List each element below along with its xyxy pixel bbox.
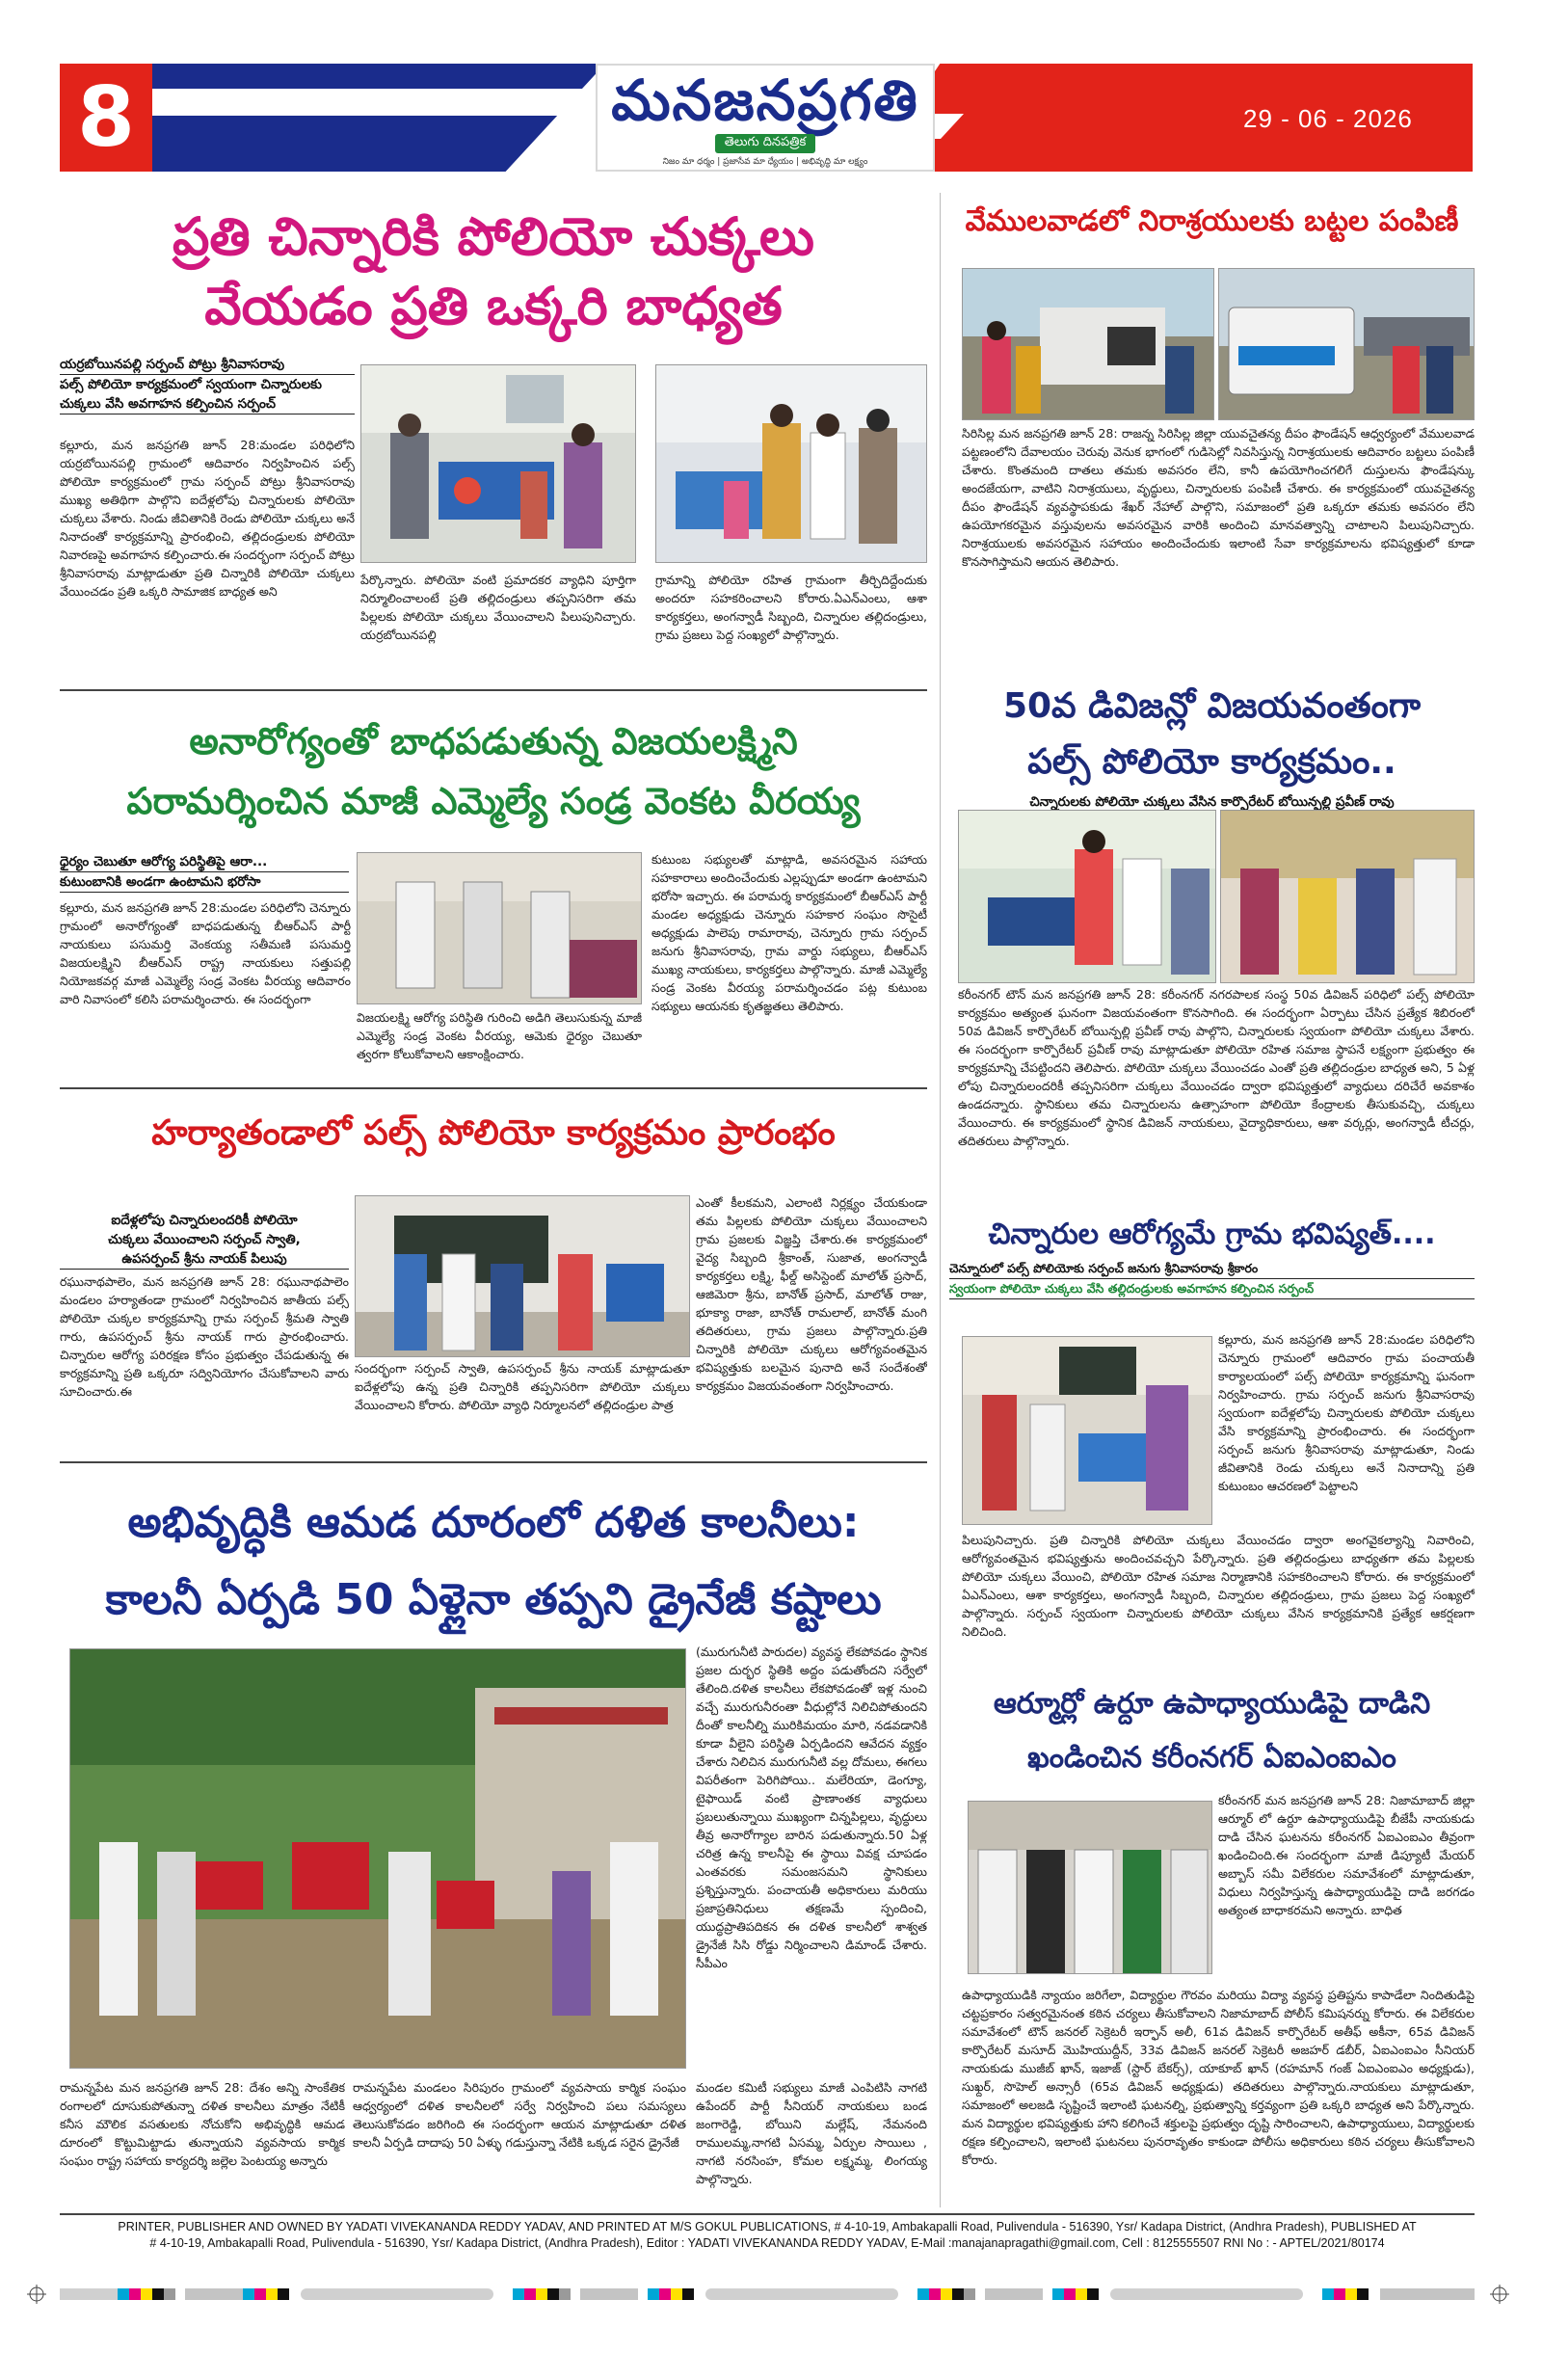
story6-sub1: చెన్నూరులో పల్స్ పోలియోకు సర్పంచ్ జనుగు శ్రీనివాసరావు శ్రీకారం [949,1259,1475,1279]
story7-photo [69,1648,686,2069]
story2-headline: వేములవాడలో నిరాశ్రయులకు బట్టల పంపిణీ [965,204,1459,238]
story8-headline-line1: ఆర్మూర్లో ఉర్దూ ఉపాధ్యాయుడిపై దాడిని [993,1687,1431,1721]
story3-sub: చిన్నారులకు పోలియో చుక్కలు వేసిన కార్పొరేటర్ బోయిన్పల్లి ప్రవీణ్ రావు [1029,794,1395,810]
story4-sub1: ధైర్యం చెబుతూ ఆరోగ్య పరిస్థితిపై ఆరా... [60,852,349,872]
story8-photo [968,1801,1212,1974]
imprint [60,2219,1475,2252]
story5-sub1: ఐదేళ్లలోపు చిన్నారులందరికీ పోలియో [111,1213,298,1228]
story7-headline [60,1484,927,1639]
story7-body-col2: రామన్నపేట మండలం సిరిపురం గ్రామంలో వ్యవసాయ కార్మిక సంఘం ఆధ్వర్యంలో దళిత కాలనీలలో సర్వే నిర్వహించి పలు సమస్యలు తెలుసుకోవడం జరిగింది ఈ సందర్భంగా ఆయన మాట్లాడుతూ దళిత కాలనీ ఏర్పడి దాదాపు 50 ఏళ్ళు గడుస్తున్నా నేటికి ఒక్కడ సరైన డ్రైనేజీ [353,2080,686,2150]
story5-body-col2: సందర్భంగా సర్పంచ్ స్వాతి, ఉపసర్పంచ్ శ్రీను నాయక్ మాట్లాడుతూ ఐదేళ్లలోపు ఉన్న ప్రతి చిన్నారికి తప్పనిసరిగా పోలియో చుక్కలు వేయించాలని కోరారు. పోలియో వ్యాధి నిర్మూలనలో తల్లిదండ్రుల పాత్ర [355,1361,690,1412]
divider-1 [60,689,927,691]
story6-headline: చిన్నారుల ఆరోగ్యమే గ్రామ భవిష్యత్.... [988,1217,1436,1251]
story4-body-col1: కల్లూరు, మన జనప్రగతి జూన్ 28:మండల పరిధిలోని చెన్నూరు గ్రామంలో అనారోగ్యంతో బాధపడుతున్న బీఆర్ఎస్ పార్టీ నాయకులు పసుమర్తి వెంకయ్య సతీమణి పసుమర్తి విజయలక్ష్మిని బీఆర్ఎస్ రాష్ట్ర నాయకులు సత్తుపల్లి నియోజకవర్గ మాజీ ఎమ్మెల్యే సండ్ర వెంకట వీరయ్య ఆదివారం వారి నివాసంలో కలిసి పరామర్శించారు. ఈ సందర్భంగా [60,900,351,1006]
story8-body-side: కరీంనగర్ మన జనప్రగతి జూన్ 28: నిజామాబాద్ జిల్లా ఆర్మూర్ లో ఉర్దూ ఉపాధ్యాయుడిపై బీజేపీ నాయకుడు దాడి చేసిన ఘటనను కరీంనగర్ ఏఐఎంఐఎం తీవ్రంగా ఖండించింది.ఈ సందర్భంగా మాజీ డిప్యూటీ మేయర్ అబ్బాస్ సమీ విలేకరుల సమావేశంలో మాట్లాడుతూ, విధులు నిర్వహిస్తున్న ఉపాధ్యాయుడిపై దాడి జరగడం అత్యంత బాధాకరమని అన్నారు. బాధిత [1218,1793,1475,1917]
story5-subheads [60,1211,349,1270]
story7-body-col1: రామన్నపేట మన జనప్రగతి జూన్ 28: దేశం అన్ని సాంకేతిక రంగాలలో దూసుకుపోతున్నా దళిత కాలనీలు మాత్రం నేటికీ కనీస మౌలిక వసతులకు నోచుకోని అభివృద్ధికి ఆమడ దూరంలో కొట్టుమిట్టాడు తున్నాయని వ్యవసాయ కార్మిక సంఘం రాష్ట్ర సహాయ కార్యదర్శి జల్లెల పెంటయ్య అన్నారు [60,2080,345,2168]
story3-headline-line1: 50వ డివిజన్లో విజయవంతంగా [1002,686,1422,726]
story4-body-col3: కుటుంబ సభ్యులతో మాట్లాడి, అవసరమైన సహాయ సహకారాలు అందించేందుకు ఎల్లప్పుడూ అండగా ఉంటామని భరోసా ఇచ్చారు. ఈ పరామర్శ కార్యక్రమంలో బీఆర్ఎస్ పార్టీ మండల అధ్యక్షుడు చెన్నూరు సహకార సంఘం సొసైటీ అధ్యక్షుడు పాలెపు రామారావు, చెన్నూరు గ్రామ సర్పంచ్ జనుగు శ్రీనివాసరావు, గ్రామ వార్డు సభ్యులు, బీఆర్ఎస్ ముఖ్య నాయకులు, కార్యకర్తలు పాల్గొన్నారు. మాజీ ఎమ్మెల్యే సండ్ర వెంకట వీరయ్య పరామర్శించడం పట్ల కుటుంబ సభ్యులు ఆయనకు కృతజ్ఞతలు తెలిపారు. [651,852,927,1013]
story6-sub2: స్వయంగా పోలియో చుక్కలు వేసి తల్లిదండ్రులకు అవగాహన కల్పించిన సర్పంచ్ [949,1279,1475,1299]
story1-sub1: యర్రబోయినపల్లి సర్పంచ్ పోట్రు శ్రీనివాసరావు [60,355,355,375]
story4-photo [357,852,642,1004]
story1-photo-right [655,364,927,563]
story1-photo-left [360,364,636,563]
story6-photo [962,1336,1212,1525]
story4-sub2: కుటుంబానికి అండగా ఉంటామని భరోసా [60,872,349,893]
story1-body-col2: పేర్కొన్నారు. పోలియో వంటి ప్రమాదకర వ్యాధిని పూర్తిగా నిర్మూలించాలంటే ప్రతి తల్లిదండ్రులు తప్పనిసరిగా తమ పిల్లలకు పోలియో చుక్కలు వేయించాలని పిలుపునిచ్చారు. యర్రబోయినపల్లి [360,573,636,642]
story6-body-side: కల్లూరు, మన జనప్రగతి జూన్ 28:మండల పరిధిలోని చెన్నూరు గ్రామంలో ఆదివారం గ్రామ పంచాయతీ కార్యాలయంలో పల్స్ పోలియో కార్యక్రమాన్ని ఘనంగా నిర్వహించారు. గ్రామ సర్పంచ్ జనుగు శ్రీనివాసరావు స్వయంగా ఐదేళ్లలోపు చిన్నారులకు పోలియో చుక్కలు వేసి కార్యక్రమాన్ని ప్రారంభించారు. ఈ సందర్భంగా సర్పంచ్ జనుగు శ్రీనివాసరావు మాట్లాడుతూ, నిండు జీవితానికి రెండు చుక్కలు అనే నినాదాన్ని ప్రతి కుటుంబం ఆచరణలో పెట్టాలని [1218,1332,1475,1493]
page-number: 8 [77,69,135,166]
newspaper-tagline: నిజం మా ధర్మం | ప్రజాసేవ మా ధ్యేయం | అభివృద్ధి మా లక్ష్యం [662,157,868,167]
story1-headline-line2: వేయడం ప్రతి ఒక్కరి బాధ్యత [204,276,783,336]
story8-headline [949,1677,1475,1785]
story2-photo-left [962,268,1214,420]
footer-rule [60,2213,1475,2215]
story5-body-col1: రఘునాథపాలెం, మన జనప్రగతి జూన్ 28: రఘునాథపాలెం మండలం హర్యాతండా గ్రామంలో నిర్వహించిన జాతీయ పల్స్ పోలియో చుక్కల కార్యక్రమాన్ని గ్రామ సర్పంచ్ శ్రీమతి స్వాతి గారు, ఉపసర్పంచ్ శ్రీను నాయక్ గారు ప్రారంభించారు. చిన్నారుల ఆరోగ్య పరిరక్షణ కోసం ప్రభుత్వం చేపడుతున్న ఈ కార్యక్రమాన్ని ప్రతి ఒక్కరూ సద్వినియోగం చేసుకోవాలని వారు సూచించారు.ఈ [60,1274,349,1399]
newspaper-title: మనజనప్రగతి [611,67,919,133]
newspaper-logo [596,64,935,172]
story3-photo-left [958,810,1216,983]
story3-headline [949,679,1475,790]
story5-photo [355,1195,690,1357]
story5-headline: హర్యాతండాలో పల్స్ పోలియో కార్యక్రమం ప్రారంభం [151,1113,836,1153]
story2-body: సిరిసిల్ల మన జనప్రగతి జూన్ 28: రాజన్న సిరిసిల్ల జిల్లా యువచైతన్య దీపం ఫౌండేషన్ ఆధ్వర్యంలో వేములవాడ పట్టణంలోని దేవాలయం చెరువు వెనుక భాగంలో గుడిసెల్లో నివసిస్తున్న నిరాశ్రయులకు ఆదివారం బట్టలు పంపిణీ చేశారు. కొంతమంది దాతలు తమకు అవసరం లేని, కానీ ఉపయోగించగలిగే దుస్తులను ఫౌండేషన్కు అందజేయగా, వాటిని నిరాశ్రయులు, వృద్ధులు, చిన్నారులకు పంపిణీ చేశారు. ఈ కార్యక్రమంలో యువచైతన్య దీపం ఫౌండేషన్ వ్యవస్థాపకుడు శేఖర్ నేహాల్ పాల్గొని, సమాజంలో ప్రతి ఒక్కరూ తమకు అవసరం లేని ఉపయోగకరమైన వస్తువులను అవసరమైన వారికి అందించి మానవత్వాన్ని చాటాలని పిలుపునిచ్చారు. నిరాశ్రయులకు అవసరమైన సహాయం అందించేందుకు ఇలాంటి సేవా కార్యక్రమాలను భవిష్యత్తులో కూడా కొనసాగిస్తామని ఆయన తెలిపారు. [962,426,1475,569]
story7-headline-line2: కాలనీ ఏర్పడి 50 ఏళ్లైనా తప్పని డ్రైనేజీ కష్టాలు [105,1575,882,1624]
story4-subheads [60,852,349,893]
story1-headline-line1: ప్రతి చిన్నారికి పోలియో చుక్కలు [173,206,814,267]
story1-body-col3: గ్రామాన్ని పోలియో రహిత గ్రామంగా తీర్చిదిద్దేందుకు అందరూ సహకరించాలని కోరారు.ఏఎన్ఎంలు, ఆశా కార్యకర్తలు, అంగన్వాడీ సిబ్బంది, చిన్నారుల తల్లిదండ్రులు, గ్రామ ప్రజలు పెద్ద సంఖ్యలో పాల్గొన్నారు. [655,573,927,642]
story8-headline-line2: ఖండించిన కరీంనగర్ ఏఐఎంఐఎం [1027,1741,1396,1775]
story7-body-right: (మురుగునీటి పారుదల) వ్యవస్థ లేకపోవడం స్థానిక ప్రజల దుర్భర స్థితికి అద్దం పడుతోందని సర్వేలో తేలింది.దళిత కాలనీలు లేకపోవడంతో ఇళ్ల నుంచి వచ్చే మురుగునీరంతా వీధుల్లోనే నిలిచిపోతుందని దీంతో కాలనీల్ని మురికిమయం మారి, నడవడానికి కూడా వీలైని పరిస్థితి ఏర్పడిందని ఆవేదన వ్యక్తం చేశారు నిలిచిన మురుగునీటి వల్ల దోమలు, ఈగలు విపరీతంగా పెరిగిపోయి.. మలేరియా, డెంగ్యూ, టైఫాయిడ్ వంటి ప్రాణాంతక వ్యాధులు ప్రబలుతున్నాయి ముఖ్యంగా చిన్నపిల్లలు, వృద్ధులు తీవ్ర అనారోగ్యాల బారిన పడుతున్నారు.50 ఏళ్ల చరిత్ర ఉన్న కాలనీపై ఈ స్థాయి వివక్ష చూపడం ఎంతవరకు సమంజసమని స్థానికులు ప్రశ్నిస్తున్నారు. పంచాయతీ అధికారులు మరియు ప్రజాప్రతినిధులు తక్షణమే స్పందించి, యుద్ధప్రాతిపదికన ఈ దళిత కాలనీలో శాశ్వత డ్రైనేజీ సిసి రోడ్డు నిర్మించాలని డిమాండ్ చేశారు. సీపీఎం [696,1645,927,1970]
story2-photo-right [1218,268,1475,420]
story7-body-col3: మండల కమిటీ సభ్యులు మాజీ ఎంపిటిసి నాగటి ఉపేందర్ పార్టీ సీనియర్ నాయకులు బండ జంగారెడ్డి, బోయిని మల్లేష్, నేమనంది రాములమ్మ,నాగటి ఏసమ్మ, ఏర్పుల సాయిలు , నాగటి నరసింహ, కోమల లక్ష్మమ్మ, లింగయ్య పాల్గొన్నారు. [696,2080,927,2186]
imprint-line1: PRINTER, PUBLISHER AND OWNED BY YADATI VIVEKANANDA REDDY YADAV, AND PRINTED AT M/S GOKUL PUBLICATIONS, # 4-10-19, Ambakapalli Road, Pulivendula - 516390, Ysr/ Kadapa District, (Andhra Pradesh), PUBLISHED AT [118,2220,1417,2233]
story1-sub2: పల్స్ పోలియో కార్యక్రమంలో స్వయంగా చిన్నారులకు చుక్కలు వేసి అవగాహన కల్పించిన సర్పంచ్ [60,375,355,414]
story6-subheads [949,1259,1475,1299]
registration-mark-left [27,2285,46,2304]
story3-photo-right [1220,810,1475,983]
story1-headline [60,202,927,341]
divider-3 [60,1461,927,1463]
story3-body: కరీంనగర్ టౌన్ మన జనప్రగతి జూన్ 28: కరీంనగర్ నగరపాలక సంస్థ 50వ డివిజన్ పరిధిలో పల్స్ పోలియో కార్యక్రమం అత్యంత ఘనంగా విజయవంతంగా కొనసాగింది. ఈ సందర్భంగా ఏర్పాటు చేసిన ప్రత్యేక శిబిరంలో 50వ డివిజన్ కార్పొరేటర్ బోయిన్పల్లి ప్రవీణ్ రావు పాల్గొని, చిన్నారులకు స్వయంగా పోలియో చుక్కలు వేశారు. ఈ సందర్భంగా కార్పొరేటర్ ప్రవీణ్ రావు మాట్లాడుతూ పోలియో రహిత సమాజ స్థాపనే లక్ష్యంగా ప్రభుత్వం ఈ కార్యక్రమాన్ని చేపట్టిందని తెలిపారు. పోలియో చుక్కలు వేయించడం ఎంతో ప్రతి తల్లిదండ్రుల బాధ్యత అని, 5 ఏళ్ల లోపు చిన్నారులందరికీ తప్పనిసరిగా చుక్కలు వేయించడం ద్వారా భవిష్యత్తులో వ్యాధులు దరిచేరే అవకాశం ఉండదన్నారు. స్థానికులు తమ చిన్నారులను ఉత్సాహంగా పోలియో కేంద్రాలకు తీసుకువచ్చి, చుక్కలు వేయించారు. ఈ కార్యక్రమంలో స్థానిక డివిజన్ నాయకులు, వైద్యాధికారులు, ఆశా వర్కర్లు, అంగన్వాడీ టీచర్లు, తదితరులు పాల్గొన్నారు. [958,987,1475,1148]
story3-headline-line2: పల్స్ పోలియో కార్యక్రమం.. [1027,742,1396,782]
story1-subheads [60,355,355,414]
story6-body-full: పిలుపునిచ్చారు. ప్రతి చిన్నారికి పోలియో చుక్కలు వేయించడం ద్వారా అంగవైకల్యాన్ని నివారించి, ఆరోగ్యవంతమైన భవిష్యత్తును అందించవచ్చని పేర్కొన్నారు. ప్రతి తల్లిదండ్రులు బాధ్యతగా తమ పిల్లలకు పోలియో చుక్కలు వేయించి, పోలియో రహిత సమాజ నిర్మాణానికి సహకరించాలని కోరారు. ఈ కార్యక్రమంలో ఏఎన్ఎంలు, ఆశా కార్యకర్తలు, అంగన్వాడీ సిబ్బంది, చిన్నారుల తల్లిదండ్రులు, గ్రామ ప్రజలు పెద్ద సంఖ్యలో పాల్గొన్నారు. సర్పంచ్ స్వయంగా చిన్నారులకు పోలియో చుక్కలు వేసిన కార్యక్రమానికి ప్రత్యేక ఆకర్షణగా నిలిచింది. [962,1533,1475,1639]
story4-headline-line1: అనారోగ్యంతో బాధపడుతున్న విజయలక్ష్మిని [189,720,798,762]
story8-body-full: ఉపాధ్యాయుడికి న్యాయం జరిగేలా, విద్యార్థుల గౌరవం మరియు విద్యా వ్యవస్థ ప్రతిష్టను కాపాడేలా నిందితుడిపై చట్టప్రకారం సత్వరమైనంత కఠిన చర్యలు తీసుకోవాలని నిజామాబాద్ పోలీస్ కమిషనర్ను కోరారు. ఈ విలేకరుల సమావేశంలో టౌన్ జనరల్ సెక్రెటరీ ఇర్ఫాన్ అలీ, 61వ డివిజన్ కార్పొరేటర్ అతీఫ్ అకీనా, 65వ డివిజన్ కార్పొరేటర్ మసూద్ మొహియుద్దీన్, 33వ డివిజన్ జనరల్ సెక్రెటరీ అజహర్ డబీర్, ఏఐఎంఐఎం సీనియర్ నాయకుడు ముజీబ్ ఖాన్, ఇజాజ్ (స్టార్ బేకర్స్), యాకూబ్ ఖాన్ (రహమాన్ గంజ్ ఏఐఎంఐఎం అధ్యక్షుడు), సుఖ్దర్, సొహెల్ అన్సారీ (65వ డివిజన్ అధ్యక్షుడు) తదితరులు పాల్గొన్నారు.నాయకులు మాట్లాడుతూ, సమాజంలో అలజడి సృష్టించే ఇలాంటి ఘటనల్ని, ప్రభుత్వాన్ని కర్తవ్యంగా ప్రతి ఒక్కరి బాధ్యత అని పేర్కొన్నారు. మన విద్యార్థుల భవిష్యత్తుకు హాని కలిగించే శక్తులపై ప్రభుత్వం దృష్టి సారించాలని, ఉపాధ్యాయులు, విద్యార్థులకు రక్షణ కల్పించాలని, ఇలాంటి ఘటనలు పునరావృతం కాకుండా పోలీసు అధికారులు కఠిన చర్యలు తీసుకోవాలని కోరారు. [962,1988,1475,2167]
registration-mark-right [1490,2285,1509,2304]
newspaper-subtitle: తెలుగు దినపత్రిక [715,134,816,153]
story4-headline-line2: పరామర్శించిన మాజీ ఎమ్మెల్యే సండ్ర వెంకట వీరయ్య [126,780,861,822]
story7-headline-line1: అభివృద్ధికి ఆమడ దూరంలో దళిత కాలనీలు: [127,1498,860,1547]
story1-body-col1: కల్లూరు, మన జనప్రగతి జూన్ 28:మండల పరిధిలోని యర్రబోయినపల్లి గ్రామంలో ఆదివారం నిర్వహించిన పల్స్ పోలియో కార్యక్రమంలో గ్రామ సర్పంచ్ పోట్రు శ్రీనివాసరావు ముఖ్య అతిథిగా పాల్గొని ఐదేళ్లలోపు చిన్నారులకు పోలియో చుక్కలు వేశారు. నిండు జీవితానికి రెండు పోలియో చుక్కలు అనే నినాదంతో కార్యక్రమాన్ని ప్రారంభించి, తల్లిదండ్రులకు పోలియో నివారణపై అవగాహన కల్పించారు.ఈ సందర్భంగా సర్పంచ్ పోట్రు శ్రీనివాసరావు మాట్లాడుతూ ప్రతి చిన్నారికి పోలియో చుక్కలు వేయించడం ప్రతి ఒక్కరి సామాజిక బాధ్యత అని [60,438,355,599]
imprint-line2: # 4-10-19, Ambakapalli Road, Pulivendula - 516390, Ysr/ Kadapa District, (Andhra Pradesh), Editor : YADATI VIVEKANANDA REDDY YADAV, E-Mail :manajanapragathi@gmail.com, Cell : 8125555507 RNI No : - APTEL/2021/80174 [149,2236,1385,2250]
story5-sub2: చుక్కలు వేయించాలని సర్పంచ్ స్వాతి, [108,1232,301,1247]
column-divider [940,193,941,2207]
story5-sub3: ఉపసర్పంచ్ శ్రీను నాయక్ పిలుపు [60,1249,349,1270]
color-bar [60,2286,1475,2302]
masthead-stripe [152,89,634,116]
story4-headline [60,711,927,831]
story5-body-col3: ఎంతో కీలకమని, ఎలాంటి నిర్లక్ష్యం చేయకుండా తమ పిల్లలకు పోలియో చుక్కలు వేయించాలని గ్రామ ప్రజలకు విజ్ఞప్తి చేశారు.ఈ కార్యక్రమంలో వైద్య సిబ్బంది శ్రీకాంత్, సుజాత, అంగన్వాడీ కార్యకర్తలు లక్ష్మి, ఫీల్డ్ అసిస్టెంట్ మాలోత్ ప్రసాద్, ఆజిమెరా శ్రీను, బానోత్ ప్రసాద్, మాలోత్ రాజు, భూక్యా రాజా, బానోత్ రామలాల్, బానోత్ మంగి తదితరులు, గ్రామ ప్రజలు పాల్గొన్నారు.ప్రతి చిన్నారికి పోలియో చుక్కలు ఆరోగ్యవంతమైన భవిష్యత్తుకు బలమైన పునాది అనే సందేశంతో కార్యక్రమం విజయవంతంగా నిర్వహించారు. [696,1195,927,1393]
issue-date: 29 - 06 - 2026 [1243,104,1413,133]
story4-body-col2: విజయలక్ష్మి ఆరోగ్య పరిస్థితి గురించి అడిగి తెలుసుకున్న మాజీ ఎమ్మెల్యే సండ్ర వెంకట వీరయ్య, ఆమెకు ధైర్యం చెబుతూ త్వరగా కోలుకోవాలని ఆకాంక్షించారు. [357,1010,642,1061]
divider-2 [60,1087,927,1089]
masthead-blue-band [152,64,605,172]
